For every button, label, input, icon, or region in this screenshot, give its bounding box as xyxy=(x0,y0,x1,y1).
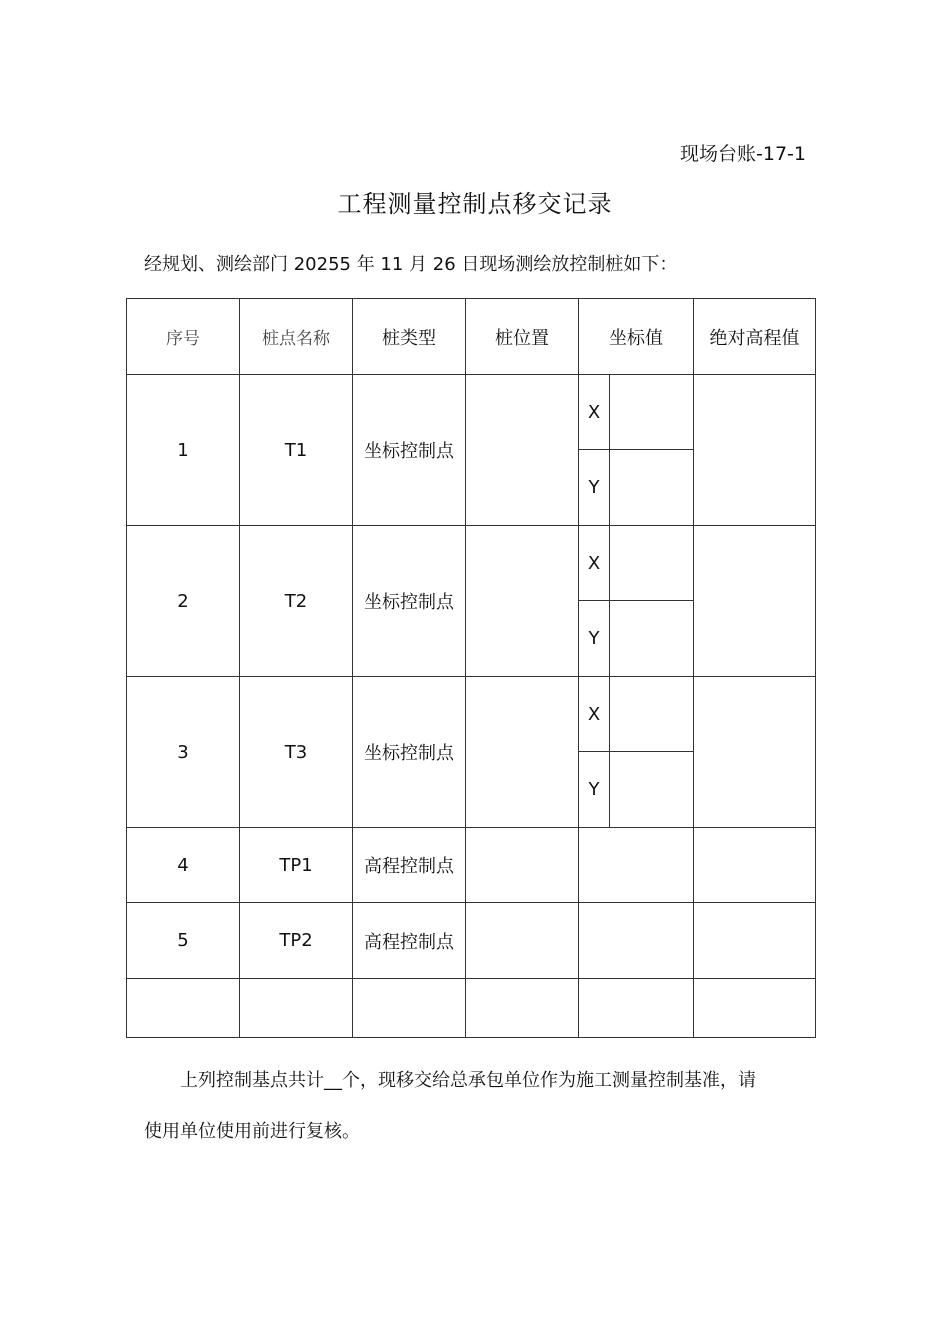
control-point-table xyxy=(126,298,816,1038)
cell-coord xyxy=(579,828,694,903)
intro-text: 经规划、测绘部门 20255 年 11 月 26 日现场测绘放控制桩如下： xyxy=(144,254,678,275)
table-row xyxy=(127,677,816,752)
cell-y-label: Y xyxy=(579,601,610,677)
cell-position xyxy=(466,979,579,1038)
cell-x-value xyxy=(610,677,694,752)
cell-elevation xyxy=(694,903,816,979)
cell-elevation xyxy=(694,375,816,526)
table-header-row xyxy=(127,299,816,375)
cell-coord xyxy=(579,903,694,979)
cell-coord xyxy=(579,979,694,1038)
cell-elevation xyxy=(694,828,816,903)
table-row xyxy=(127,526,816,601)
header-seq: 序号 xyxy=(127,299,240,375)
cell-seq: 3 xyxy=(127,677,240,828)
cell-y-value xyxy=(610,601,694,677)
page-title: 工程测量控制点移交记录 xyxy=(337,190,613,218)
header-coord: 坐标值 xyxy=(579,299,694,375)
cell-x-label: X xyxy=(579,677,610,752)
table-row xyxy=(127,903,816,979)
cell-position xyxy=(466,828,579,903)
footer-paragraph-line2: 使用单位使用前进行复核。 xyxy=(144,1121,360,1142)
cell-x-label: X xyxy=(579,375,610,450)
cell-name: T3 xyxy=(240,677,353,828)
header-type: 桩类型 xyxy=(353,299,466,375)
cell-type: 高程控制点 xyxy=(353,903,466,979)
table-row-empty xyxy=(127,979,816,1038)
cell-elevation xyxy=(694,979,816,1038)
cell-elevation xyxy=(694,526,816,677)
cell-x-value xyxy=(610,375,694,450)
cell-elevation xyxy=(694,677,816,828)
table-row xyxy=(127,375,816,450)
cell-y-label: Y xyxy=(579,752,610,828)
header-name: 桩点名称 xyxy=(240,299,353,375)
cell-name: T1 xyxy=(240,375,353,526)
footer-paragraph-line1: 上列控制基点共计__个，现移交给总承包单位作为施工测量控制基准，请 xyxy=(180,1070,756,1091)
cell-y-label: Y xyxy=(579,450,610,526)
cell-type xyxy=(353,979,466,1038)
cell-position xyxy=(466,375,579,526)
header-elevation: 绝对高程值 xyxy=(694,299,816,375)
cell-seq: 2 xyxy=(127,526,240,677)
cell-type: 坐标控制点 xyxy=(353,526,466,677)
cell-name: TP2 xyxy=(240,903,353,979)
cell-type: 坐标控制点 xyxy=(353,375,466,526)
cell-position xyxy=(466,526,579,677)
cell-type: 坐标控制点 xyxy=(353,677,466,828)
cell-seq xyxy=(127,979,240,1038)
cell-y-value xyxy=(610,752,694,828)
table-row xyxy=(127,828,816,903)
cell-name: TP1 xyxy=(240,828,353,903)
cell-type: 高程控制点 xyxy=(353,828,466,903)
header-position: 桩位置 xyxy=(466,299,579,375)
cell-seq: 4 xyxy=(127,828,240,903)
cell-x-value xyxy=(610,526,694,601)
cell-seq: 5 xyxy=(127,903,240,979)
document-code: 现场台账-17-1 xyxy=(680,143,806,165)
cell-x-label: X xyxy=(579,526,610,601)
cell-position xyxy=(466,903,579,979)
cell-position xyxy=(466,677,579,828)
cell-seq: 1 xyxy=(127,375,240,526)
cell-name: T2 xyxy=(240,526,353,677)
cell-y-value xyxy=(610,450,694,526)
cell-name xyxy=(240,979,353,1038)
